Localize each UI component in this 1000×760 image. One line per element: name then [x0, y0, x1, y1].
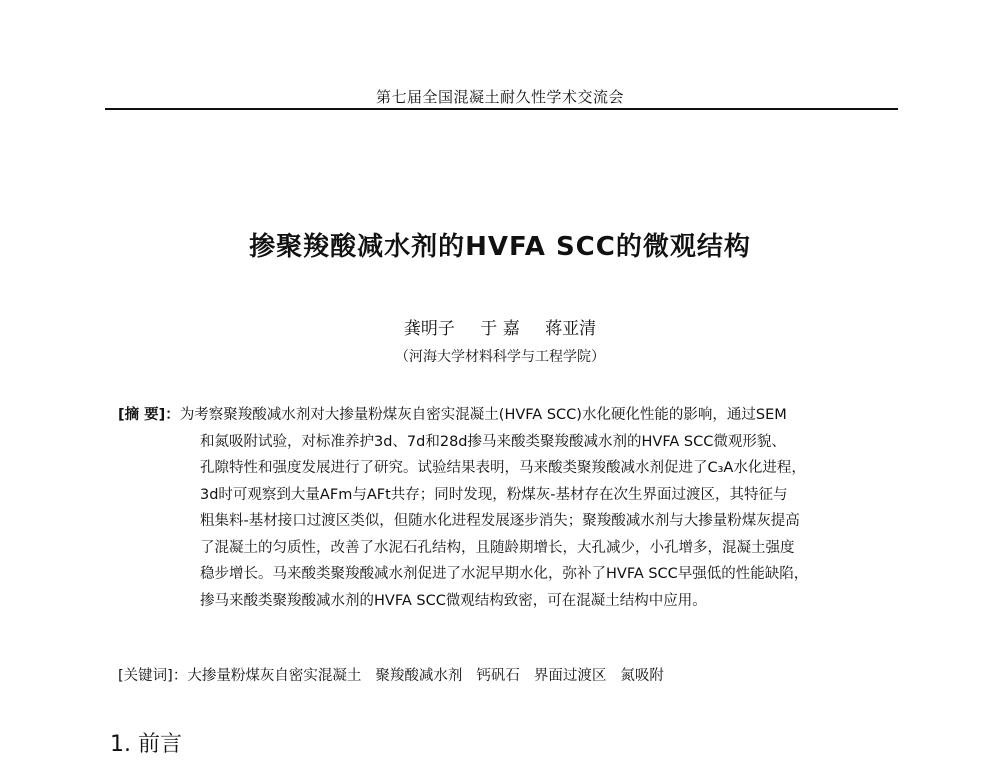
abstract-line: 稳步增长。马来酸类聚羧酸减水剂促进了水泥早期水化，弥补了HVFA SCC早强低的性能缺陷，: [200, 566, 809, 582]
author-1: 龚明子: [403, 319, 455, 339]
header-rule: [105, 108, 898, 110]
keyword: 界面过渡区: [533, 668, 607, 684]
abstract-line: 粗集料-基材接口过渡区类似，但随水化进程发展逐步消失；聚羧酸减水剂与大掺量粉煤灰提高: [200, 513, 800, 529]
abstract-line: 3d时可观察到大量AFm与AFt共存；同时发现，粉煤灰-基材存在次生界面过渡区，其特征与: [200, 486, 788, 503]
keyword: 聚羧酸减水剂: [375, 668, 463, 684]
abstract: [118, 402, 908, 614]
running-head: 第七届全国混凝土耐久性学术交流会: [375, 88, 624, 106]
abstract-line: 和氮吸附试验，对标准养护3d、7d和28d掺马来酸类聚羧酸减水剂的HVFA SCC微观形貌、: [200, 433, 786, 450]
abstract-line: 孔隙特性和强度发展进行了研究。试验结果表明，马来酸类聚羧酸减水剂促进了C₃A水化进程，: [200, 460, 806, 476]
authors: [0, 314, 1000, 339]
abstract-label: [摘 要]：: [118, 407, 180, 423]
keyword: 钙矾石: [476, 668, 520, 684]
abstract-line: 了混凝土的匀质性，改善了水泥石孔结构，且随龄期增长，大孔减少，小孔增多，混凝土强度: [200, 539, 795, 556]
abstract-line: [118, 402, 908, 429]
abstract-text: 为考察聚羧酸减水剂对大掺量粉煤灰自密实混凝土(HVFA SCC)水化硬化性能的影响，通过SEM: [179, 407, 787, 423]
abstract-line: 掺马来酸类聚羧酸减水剂的HVFA SCC微观结构致密，可在混凝土结构中应用。: [200, 592, 707, 609]
keywords: [118, 664, 908, 685]
keyword: 大掺量粉煤灰自密实混凝土: [187, 668, 362, 684]
keyword: 氮吸附: [620, 668, 664, 684]
section-heading: 1. 前言: [110, 732, 182, 757]
affiliation: （河海大学材料科学与工程学院）: [395, 349, 605, 365]
author-3: 蒋亚清: [545, 319, 597, 339]
paper-title: 掺聚羧酸减水剂的HVFA SCC的微观结构: [249, 232, 751, 262]
author-2: 于 嘉: [480, 319, 520, 339]
keywords-label: [关键词]：: [118, 668, 188, 684]
